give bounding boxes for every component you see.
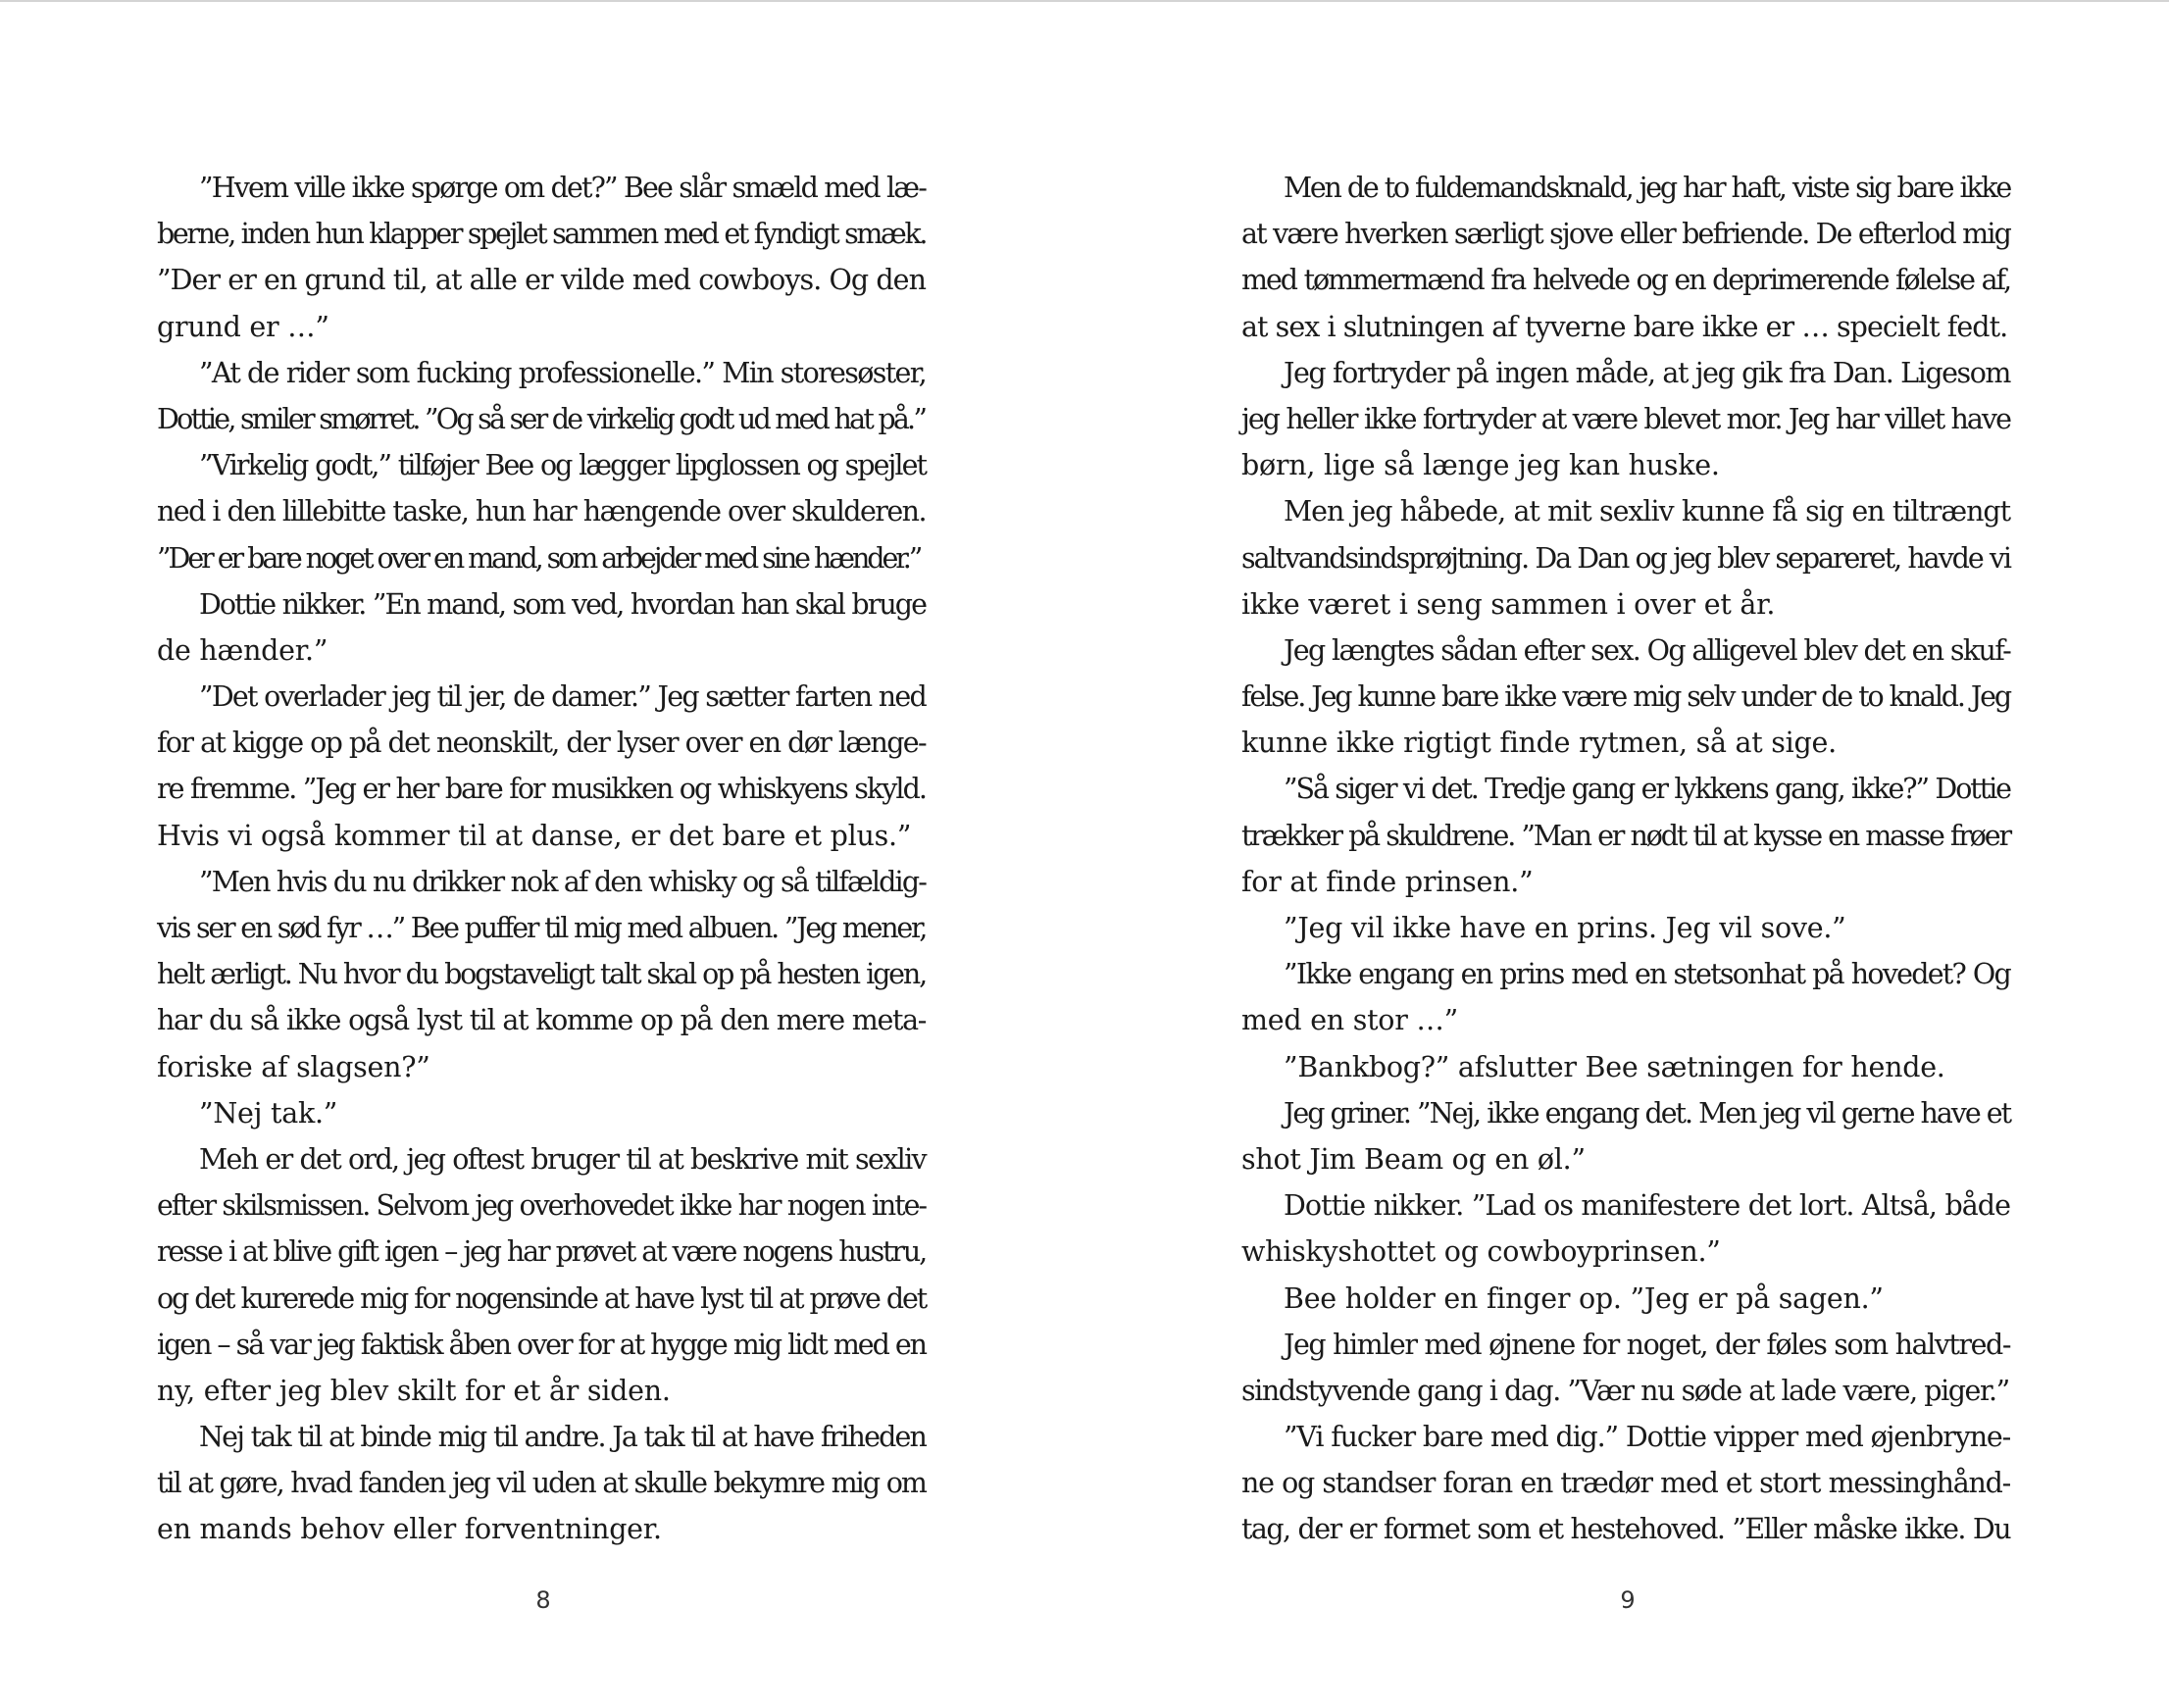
text-line: at være hverken særligt sjove eller befriende. De efterlod mig xyxy=(1241,218,2010,251)
text-line: ”Der er bare noget over en mand, som arbejder med sine hænder.” xyxy=(157,541,921,575)
text-line: en mands behov eller forventninger. xyxy=(157,1513,662,1546)
text-line: ”Ikke engang en prins med en stetsonhat på hovedet? Og xyxy=(1284,958,2010,991)
text-line: Dottie, smiler smørret. ”Og så ser de virkelig godt ud med hat på.” xyxy=(157,402,926,435)
text-line: ikke været i seng sammen i over et år. xyxy=(1241,587,1776,621)
text-line: ”Virkelig godt,” tilføjer Bee og lægger lipglossen og spejlet xyxy=(199,449,926,482)
text-line: Meh er det ord, jeg oftest bruger til at beskrive mit sexliv xyxy=(199,1142,926,1176)
text-line: ”Men hvis du nu drikker nok af den whisky og så tilfældig- xyxy=(199,865,926,898)
text-line: ”Jeg vil ikke have en prins. Jeg vil sove.” xyxy=(1284,912,1846,944)
right-page-number: 9 xyxy=(1620,1586,1636,1614)
text-line: kunne ikke rigtigt finde rytmen, så at sige. xyxy=(1241,727,1837,760)
text-line: grund er …” xyxy=(157,310,329,343)
text-line: helt ærligt. Nu hvor du bogstaveligt talt skal op på hesten igen, xyxy=(157,958,926,991)
text-line: igen – så var jeg faktisk åben over for at hygge mig lidt med en xyxy=(157,1328,926,1361)
left-page xyxy=(157,165,926,1553)
text-line: og det kurerede mig for nogensinde at have lyst til at prøve det xyxy=(157,1281,926,1315)
text-line: whiskyshottet og cowboyprinsen.” xyxy=(1241,1235,1721,1269)
text-line: børn, lige så længe jeg kan huske. xyxy=(1241,449,1720,482)
text-line: re fremme. ”Jeg er her bare for musikken og whiskyens skyld. xyxy=(157,773,926,806)
text-line: ”Bankbog?” afslutter Bee sætningen for hende. xyxy=(1284,1050,1945,1083)
text-line: felse. Jeg kunne bare ikke være mig selv under de to knald. Jeg xyxy=(1241,680,2010,714)
text-line: berne, inden hun klapper spejlet sammen med et fyndigt smæk. xyxy=(157,218,927,251)
text-line: Men de to fuldemandsknald, jeg har haft, viste sig bare ikke xyxy=(1284,172,2010,204)
text-line: ”Det overlader jeg til jer, de damer.” Jeg sætter farten ned xyxy=(199,680,926,714)
text-line: Jeg griner. ”Nej, ikke engang det. Men jeg vil gerne have et xyxy=(1284,1096,2010,1130)
text-line: vis ser en sød fyr …” Bee puffer til mig med albuen. ”Jeg mener, xyxy=(157,912,926,944)
text-line: med en stor …” xyxy=(1241,1004,1458,1037)
text-line: ”Så siger vi det. Tredje gang er lykkens gang, ikke?” Dottie xyxy=(1284,773,2010,806)
text-line: Dottie nikker. ”En mand, som ved, hvordan han skal bruge xyxy=(199,587,926,621)
text-line: saltvandsindsprøjtning. Da Dan og jeg blev separeret, havde vi xyxy=(1241,541,2010,575)
right-page xyxy=(1241,165,2010,1553)
text-line: har du så ikke også lyst til at komme op på den mere meta- xyxy=(157,1004,926,1037)
text-line: ”At de rider som fucking professionelle.” Min storesøster, xyxy=(199,356,926,389)
text-line: Jeg himler med øjnene for noget, der føles som halvtred- xyxy=(1284,1328,2010,1361)
text-line: Hvis vi også kommer til at danse, er det bare et plus.” xyxy=(157,819,912,852)
text-line: ne og standser foran en trædør med et stort messinghånd- xyxy=(1241,1467,2010,1500)
text-line: ned i den lillebitte taske, hun har hængende over skulderen. xyxy=(157,495,926,528)
text-line: med tømmermænd fra helvede og en deprimerende følelse af, xyxy=(1241,264,2010,297)
text-line: sindstyvende gang i dag. ”Vær nu søde at lade være, piger.” xyxy=(1241,1374,2009,1407)
text-line: for at finde prinsen.” xyxy=(1241,865,1534,898)
text-line: foriske af slagsen?” xyxy=(157,1050,430,1083)
text-line: trækker på skuldrene. ”Man er nødt til at kysse en masse frøer xyxy=(1241,819,2010,852)
text-line: Dottie nikker. ”Lad os manifestere det lort. Altså, både xyxy=(1284,1189,2010,1223)
text-line: Bee holder en finger op. ”Jeg er på sagen.” xyxy=(1284,1281,1884,1315)
text-line: Men jeg håbede, at mit sexliv kunne få sig en tiltrængt xyxy=(1284,495,2010,528)
text-line: tag, der er formet som et hestehoved. ”Eller måske ikke. Du xyxy=(1241,1513,2010,1546)
text-line: Jeg fortryder på ingen måde, at jeg gik fra Dan. Ligesom xyxy=(1284,356,2010,389)
text-line: at sex i slutningen af tyverne bare ikke er … specielt fedt. xyxy=(1241,310,2008,343)
text-line: ”Hvem ville ikke spørge om det?” Bee slår smæld med læ- xyxy=(199,172,926,204)
text-line: shot Jim Beam og en øl.” xyxy=(1241,1142,1586,1176)
text-line: resse i at blive gift igen – jeg har prøvet at være nogens hustru, xyxy=(157,1235,926,1269)
top-divider xyxy=(0,0,2169,2)
text-line: ”Nej tak.” xyxy=(199,1096,338,1130)
text-line: efter skilsmissen. Selvom jeg overhovedet ikke har nogen inte- xyxy=(157,1189,926,1223)
text-line: jeg heller ikke fortryder at være blevet mor. Jeg har villet have xyxy=(1241,402,2010,435)
text-line: Jeg længtes sådan efter sex. Og alligevel blev det en skuf- xyxy=(1284,633,2011,667)
text-line: de hænder.” xyxy=(157,633,328,667)
text-line: ”Vi fucker bare med dig.” Dottie vipper med øjenbryne- xyxy=(1284,1421,2011,1454)
text-line: Nej tak til at binde mig til andre. Ja tak til at have friheden xyxy=(199,1421,926,1454)
text-line: for at kigge op på det neonskilt, der lyser over en dør længe- xyxy=(157,727,926,760)
text-line: ny, efter jeg blev skilt for et år siden. xyxy=(157,1374,671,1407)
text-line: til at gøre, hvad fanden jeg vil uden at skulle bekymre mig om xyxy=(157,1467,926,1500)
text-line: ”Der er en grund til, at alle er vilde med cowboys. Og den xyxy=(157,264,926,297)
left-page-number: 8 xyxy=(535,1586,551,1614)
